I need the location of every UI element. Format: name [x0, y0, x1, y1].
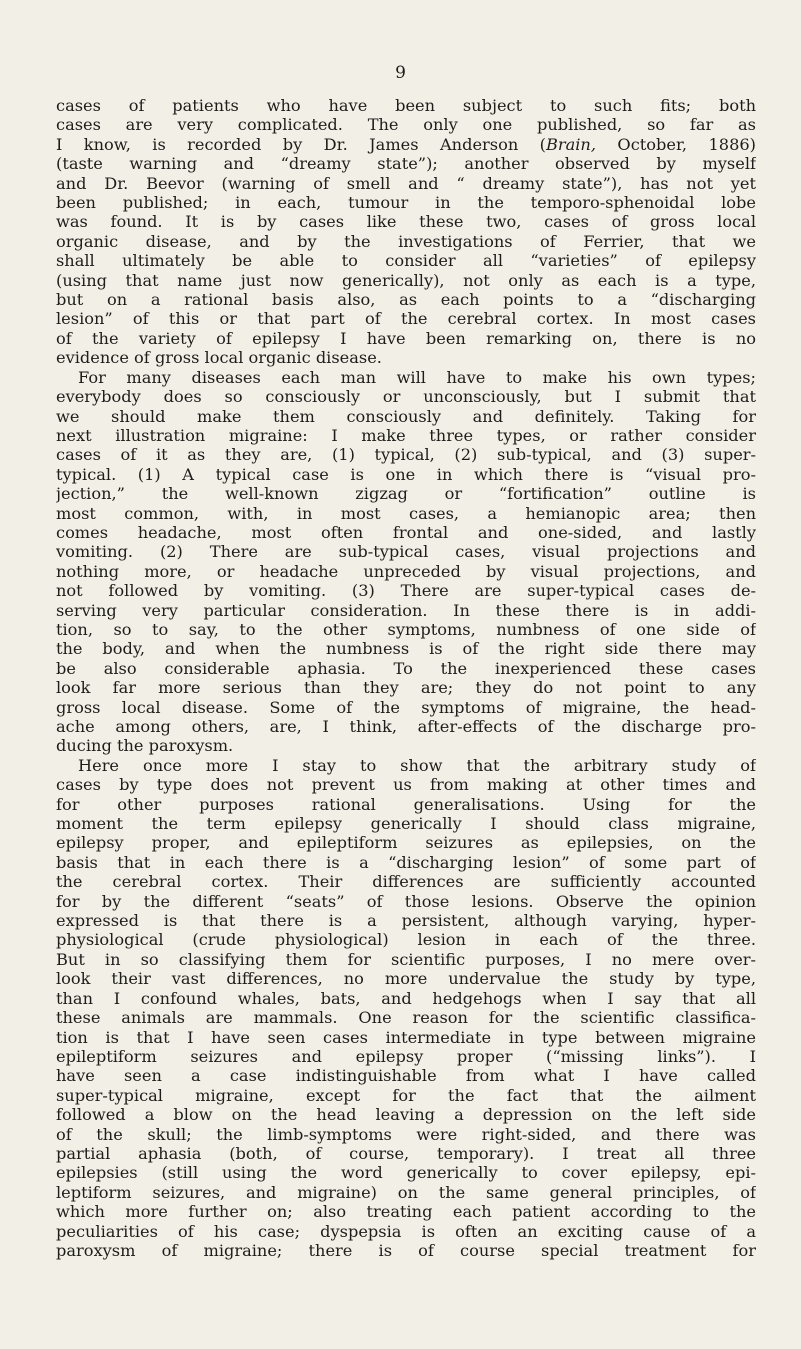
text-line: we should make them consciously and definitely. Taking for	[56, 406, 756, 426]
text-line: for other purposes rational generalisations. Using for the	[56, 794, 756, 814]
text-line: serving very particular consideration. In these there is in addi-	[56, 600, 756, 620]
text-line: partial aphasia (both, of course, temporary). I treat all three	[56, 1143, 756, 1163]
text-line: epileptiform seizures and epilepsy proper (“missing links”). I	[56, 1046, 756, 1066]
text-line: cases of it as they are, (1) typical, (2) sub-typical, and (3) super-	[56, 445, 756, 465]
text-line: I know, is recorded by Dr. James Anderson (Brain, October, 1886)	[56, 134, 756, 154]
text-line: evidence of gross local organic disease.	[56, 348, 382, 368]
text-line: most common, with, in most cases, a hemianopic area; then	[56, 503, 756, 523]
text-line: nothing more, or headache unpreceded by visual projections, and	[56, 561, 756, 581]
text-line: look far more serious than they are; they do not point to any	[56, 678, 756, 698]
text-line: of the skull; the limb-symptoms were right-sided, and there was	[56, 1124, 756, 1144]
text-line: cases are very complicated. The only one published, so far as	[56, 115, 756, 135]
text-line: ache among others, are, I think, after-effects of the discharge pro-	[56, 717, 756, 736]
text-line: not followed by vomiting. (3) There are super-typical cases de-	[56, 581, 756, 601]
text-line: look their vast differences, no more undervalue the study by type,	[56, 969, 756, 989]
text-line: epilepsies (still using the word generically to cover epilepsy, epi-	[56, 1163, 756, 1183]
text-line: organic disease, and by the investigations of Ferrier, that we	[56, 231, 756, 251]
text-line: tion is that I have seen cases intermediate in type between migraine	[56, 1027, 756, 1047]
text-line: followed a blow on the head leaving a depression on the left side	[56, 1105, 756, 1125]
text-line: gross local disease. Some of the symptoms of migraine, the head-	[56, 697, 756, 717]
text-line: typical. (1) A typical case is one in which there is “visual pro-	[56, 464, 756, 484]
text-line: was found. It is by cases like these two, cases of gross local	[56, 212, 756, 232]
text-line: be also considerable aphasia. To the inexperienced these cases	[56, 658, 756, 678]
text-line: leptiform seizures, and migraine) on the same general principles, of	[56, 1182, 756, 1202]
text-line: for by the different “seats” of those lesions. Observe the opinion	[56, 891, 756, 911]
text-line: cases of patients who have been subject to such fits; both	[56, 96, 756, 115]
text-line: moment the term epilepsy generically I should class migraine,	[56, 814, 756, 834]
text-line: been published; in each, tumour in the temporo-sphenoidal lobe	[56, 193, 756, 213]
text-line: everybody does so consciously or unconsciously, but I submit that	[56, 387, 756, 407]
text-line: the cerebral cortex. Their differences are sufficiently accounted	[56, 872, 756, 892]
text-line: and Dr. Beevor (warning of smell and “ dreamy state”), has not yet	[56, 173, 756, 193]
text-line: vomiting. (2) There are sub-typical cases, visual projections and	[56, 542, 756, 562]
text-line: tion, so to say, to the other symptoms, numbness of one side of	[56, 619, 756, 639]
text-line: expressed is that there is a persistent, although varying, hyper-	[56, 911, 756, 931]
text-line: physiological (crude physiological) lesion in each of the three.	[56, 930, 756, 950]
text-line: have seen a case indistinguishable from what I have called	[56, 1066, 756, 1086]
text-line: Here once more I stay to show that the arbitrary study of	[78, 755, 756, 775]
text-line: For many diseases each man will have to make his own types;	[78, 367, 756, 387]
text-line: jection,” the well-known zigzag or “fortification” outline is	[56, 484, 756, 504]
text-line: basis that in each there is a “discharging lesion” of some part of	[56, 852, 756, 872]
text-line: (using that name just now generically), not only as each is a type,	[56, 270, 756, 290]
journal-title: Brain,	[545, 134, 597, 154]
text-line: than I confound whales, bats, and hedgehogs when I say that all	[56, 988, 756, 1008]
text-line: paroxysm of migraine; there is of course special treatment for	[56, 1240, 756, 1260]
text-line: next illustration migraine: I make three types, or rather consider	[56, 425, 756, 445]
text-line: which more further on; also treating each patient according to the	[56, 1202, 756, 1222]
text-line: super-typical migraine, except for the fact that the ailment	[56, 1085, 756, 1105]
text-line: (taste warning and “dreamy state”); another observed by myself	[56, 154, 756, 174]
text-line: epilepsy proper, and epileptiform seizures as epilepsies, on the	[56, 833, 756, 853]
page-number: 9	[395, 63, 406, 83]
text-line: the body, and when the numbness is of the right side there may	[56, 639, 756, 659]
text-line: But in so classifying them for scientific purposes, I no mere over-	[56, 949, 756, 969]
text-line: of the variety of epilepsy I have been remarking on, there is no	[56, 328, 756, 348]
text-line: but on a rational basis also, as each points to a “discharging	[56, 290, 756, 310]
text-line: cases by type does not prevent us from making at other times and	[56, 775, 756, 795]
text-line: lesion” of this or that part of the cerebral cortex. In most cases	[56, 309, 756, 329]
text-line: shall ultimately be able to consider all “varieties” of epilepsy	[56, 251, 756, 271]
text-line: comes headache, most often frontal and one-sided, and lastly	[56, 522, 756, 542]
text-line: ducing the paroxysm.	[56, 736, 234, 756]
text-line: these animals are mammals. One reason for the scientific classifica-	[56, 1008, 756, 1028]
text-line: peculiarities of his case; dyspepsia is often an exciting cause of a	[56, 1221, 756, 1241]
body-text	[56, 96, 756, 1260]
